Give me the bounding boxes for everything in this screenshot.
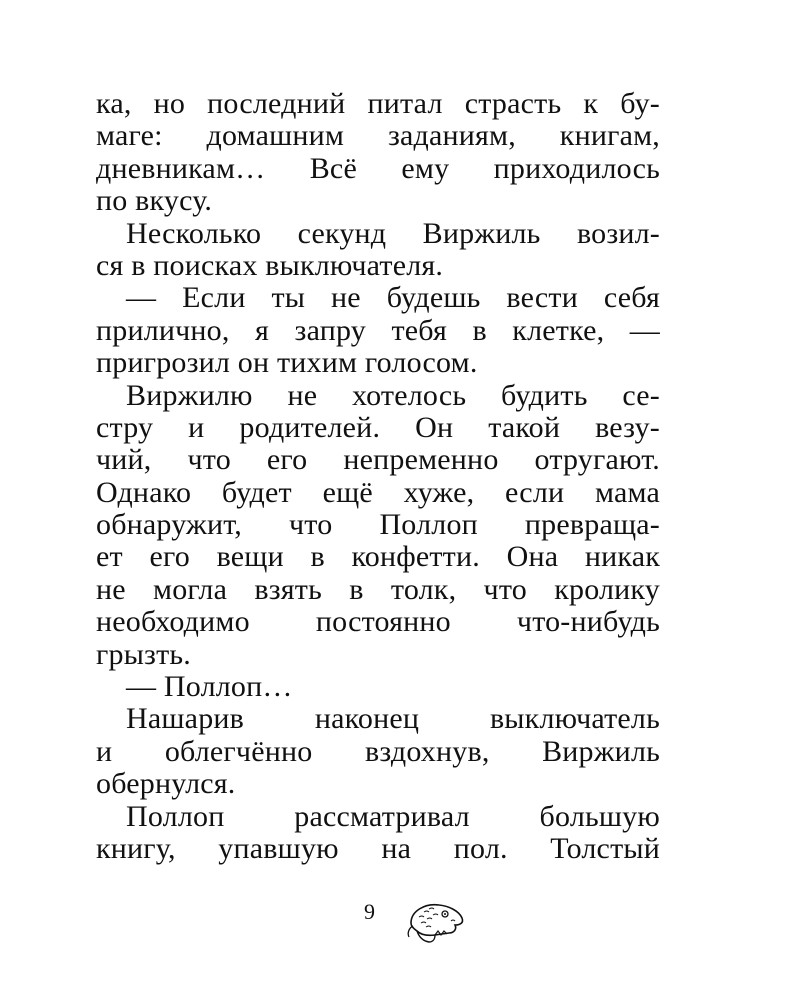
text-line: пригрозил он тихим голосом. (96, 346, 478, 380)
text-line: грызть. (96, 637, 192, 671)
text-line: маге: домашним заданиям, книгам, (96, 119, 660, 153)
text-line: обнаружит, что Поллоп превраща- (96, 508, 660, 542)
text-line: и облегчённо вздохнув, Виржиль (96, 734, 660, 768)
text-line: Поллоп рассматривал большую (126, 799, 660, 833)
text-line: обернулся. (96, 767, 236, 801)
text-line: Нашарив наконец выключатель (126, 702, 660, 736)
text-line: по вкусу. (96, 184, 213, 218)
text-line: ся в поисках выключателя. (96, 248, 444, 282)
text-line: — Поллоп… (126, 670, 293, 704)
text-line: дневникам… Всё ему приходилось (96, 151, 660, 185)
text-line: книгу, упавшую на пол. Толстый (96, 831, 660, 865)
text-line: ка, но последний питал страсть к бу- (96, 87, 660, 120)
text-line: ет его вещи в конфетти. Она никак (96, 540, 660, 574)
text-line: Несколько секунд Виржиль возил- (126, 216, 660, 250)
text-line: — Если ты не будешь вести себя (126, 281, 660, 315)
text-line: чий, что его непременно отругают. (96, 443, 660, 477)
page-text (96, 88, 660, 865)
page-number: 9 (364, 899, 375, 924)
page-footer (0, 895, 800, 955)
text-line: не могла взять в толк, что кролику (96, 572, 660, 606)
text-line: необходимо постоянно что-нибудь (96, 605, 660, 639)
text-line: стру и родителей. Он такой везу- (96, 410, 660, 444)
text-line: Виржилю не хотелось будить се- (126, 378, 660, 412)
text-line: прилично, я запру тебя в клетке, — (96, 313, 660, 347)
text-line: Однако будет ещё хуже, если мама (96, 475, 660, 509)
dinosaur-head-icon (405, 895, 467, 947)
